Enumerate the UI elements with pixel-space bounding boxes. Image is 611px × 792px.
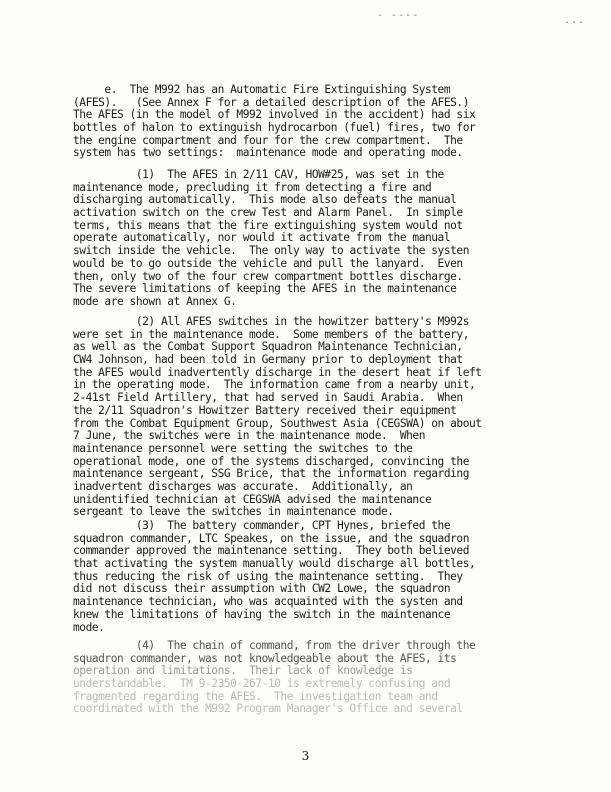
paragraph-2: [73, 316, 541, 519]
text-line: in the operating mode. The information came from a nearby unit,: [73, 378, 476, 392]
text-line: that activating the system manually would discharge all bottles,: [73, 557, 476, 571]
text-line: as well as the Combat Support Squadron Maintenance Technician,: [73, 340, 463, 354]
text-line: (4) The chain of command, from the driver through the: [73, 639, 476, 652]
text-line: switch inside the vehicle. The only way to activate the systen: [73, 244, 469, 258]
text-line: operational mode, one of the systems discharged, convincing the: [73, 454, 469, 468]
text-line: (3) The battery commander, CPT Hynes, briefed the: [73, 519, 451, 532]
text-line: squadron commander, LTC Speakes, on the issue, and the squadron: [73, 531, 469, 545]
text-line: The AFES (in the model of M992 involved in the accident) had six: [73, 108, 476, 122]
text-line: sergeant to leave the switches in maintenance mode.: [73, 505, 394, 519]
text-line: from the Combat Equipment Group, Southwest Asia (CEGSWA) on about: [73, 416, 482, 430]
paragraph-3: [73, 520, 541, 634]
text-line: operation and limitations. Their lack of knowledge is: [73, 664, 413, 678]
text-line: CW4 Johnson, had been told in Germany prior to deployment that: [73, 353, 463, 367]
text-line: maintenance technician, who was acquainted with the systen and: [73, 595, 463, 609]
text-line: system has two settings: maintenance mode and operating mode.: [73, 146, 463, 160]
text-line: unidentified technician at CEGSWA advised the maintenance: [73, 492, 432, 506]
text-line: knew the limitations of having the switch in the maintenance: [73, 607, 451, 621]
scan-speck: - ----: [377, 10, 420, 21]
text-line: (1) The AFES in 2/11 CAV, HOW#25, was set in the: [73, 168, 444, 181]
text-line: maintenance mode, precluding it from detecting a fire and: [73, 180, 432, 194]
text-line: understandable. TM 9-2350-267-10 is extremely confusing and: [73, 677, 451, 691]
text-line: squadron commander, was not knowledgeable about the AFES, its: [73, 651, 457, 665]
text-line: fragmented regarding the AFES. The investigation team and: [73, 689, 438, 703]
paragraph-4: [73, 640, 541, 716]
text-line: the AFES would inadvertently discharge in the desert heat if left: [73, 365, 482, 379]
text-line: mode.: [73, 620, 105, 634]
text-line: operate automatically, nor would it activate from the manual: [73, 231, 451, 245]
text-line: maintenance personnel were setting the switches to the: [73, 441, 413, 455]
text-line: the engine compartment and four for the crew compartment. The: [73, 133, 463, 147]
text-line: bottles of halon to extinguish hydrocarbon (fuel) fires, two for: [73, 121, 476, 135]
text-line: (2) All AFES switches in the howitzer battery's M992s: [73, 315, 469, 328]
text-line: were set in the maintenance mode. Some members of the battery,: [73, 327, 469, 341]
text-line: thus reducing the risk of using the maintenance setting. They: [73, 569, 463, 583]
paragraph-e: [73, 84, 541, 160]
text-line: 2-41st Field Artillery, that had served in Saudi Arabia. When: [73, 391, 463, 405]
text-line: (AFES). (See Annex F for a detailed description of the AFES.): [73, 95, 469, 109]
text-line: activation switch on the crew Test and Alarm Panel. In simple: [73, 206, 463, 220]
scan-speck: ...: [564, 15, 586, 26]
text-line: inadvertent discharges was accurate. Additionally, an: [73, 479, 413, 493]
page-number: 3: [301, 749, 310, 763]
text-line: commander approved the maintenance setting. They both believed: [73, 544, 469, 558]
text-line: the 2/11 Squadron's Howitzer Battery received their equipment: [73, 403, 457, 417]
text-line: did not discuss their assumption with CW2 Lowe, the squadron: [73, 582, 451, 596]
text-line: would be to go outside the vehicle and pull the lanyard. Even: [73, 256, 463, 270]
text-line: terms, this means that the fire extinguishing system would not: [73, 218, 463, 232]
text-line: maintenance sergeant, SSG Brice, that the information regarding: [73, 467, 469, 481]
text-line: 7 June, the switches were in the maintenance mode. When: [73, 429, 425, 443]
text-line: e. The M992 has an Automatic Fire Extinguishing System: [73, 83, 451, 96]
text-line: mode are shown at Annex G.: [73, 294, 237, 308]
text-line: then, only two of the four crew compartment bottles discharge.: [73, 269, 463, 283]
text-line: discharging automatically. This mode also defeats the manual: [73, 193, 457, 207]
paragraph-1: [73, 169, 541, 309]
text-line: The severe limitations of keeping the AFES in the maintenance: [73, 282, 457, 296]
text-line: coordinated with the M992 Program Manager's Office and several: [73, 702, 463, 716]
